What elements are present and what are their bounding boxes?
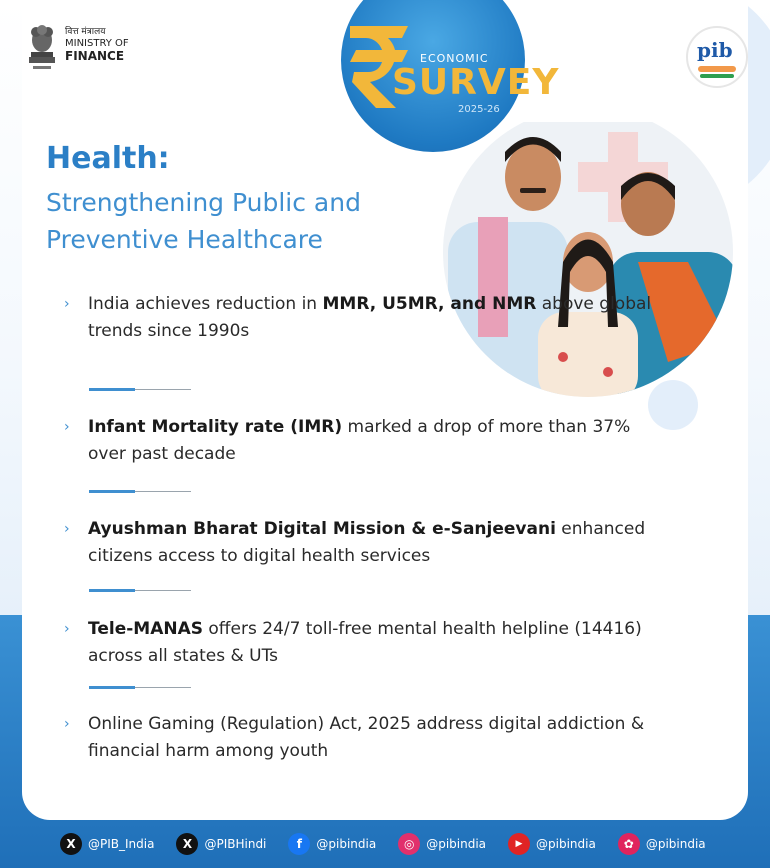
page-subtitle: Strengthening Public and Preventive Healthcare — [46, 188, 361, 254]
chevron-right-icon: › — [64, 296, 70, 312]
badge-survey: SURVEY — [392, 62, 560, 103]
instagram-icon: ◎ — [398, 833, 420, 855]
ministry-logo — [25, 22, 129, 74]
list-item: › Tele-MANAS offers 24/7 toll-free mental health helpline (14416) across all states & UTs — [70, 616, 670, 670]
social-footer — [60, 832, 740, 856]
list-item: › Infant Mortality rate (IMR) marked a drop of more than 37% over past decade — [70, 414, 670, 468]
divider — [89, 686, 191, 689]
koo-icon: ✿ — [618, 833, 640, 855]
family-photo — [438, 122, 738, 402]
list-item: › Online Gaming (Regulation) Act, 2025 address digital addiction & financial harm among youth — [70, 711, 670, 765]
chevron-right-icon: › — [64, 621, 70, 637]
pib-logo — [686, 26, 748, 88]
badge-economic: ECONOMIC — [420, 52, 489, 65]
divider — [89, 589, 191, 592]
badge-year: 2025-26 — [458, 104, 500, 115]
x-icon: X — [60, 833, 82, 855]
ministry-line2: FINANCE — [65, 49, 125, 63]
national-emblem-icon — [25, 22, 59, 74]
youtube-icon: ▶ — [508, 833, 530, 855]
chevron-right-icon: › — [64, 419, 70, 435]
divider — [89, 388, 191, 391]
pib-logo-text: pib — [697, 38, 733, 62]
chevron-right-icon: › — [64, 521, 70, 537]
list-item: › Ayushman Bharat Digital Mission & e-Sanjeevani enhanced citizens access to digital health services — [70, 516, 670, 570]
divider — [89, 490, 191, 493]
page-title: Health: — [46, 141, 170, 176]
social-link-x-pib-hindi[interactable]: X @PIBHindi — [176, 833, 266, 855]
x-icon: X — [176, 833, 198, 855]
social-link-youtube[interactable]: ▶ @pibindia — [508, 833, 596, 855]
social-link-facebook[interactable]: f @pibindia — [288, 833, 376, 855]
ministry-line1: MINISTRY OF — [65, 38, 129, 49]
social-link-x-pib-india[interactable]: X @PIB_India — [60, 833, 154, 855]
facebook-icon: f — [288, 833, 310, 855]
social-link-koo[interactable]: ✿ @pibindia — [618, 833, 706, 855]
chevron-right-icon: › — [64, 716, 70, 732]
social-link-instagram[interactable]: ◎ @pibindia — [398, 833, 486, 855]
ministry-hindi: वित्त मंत्रालय — [65, 27, 106, 37]
list-item: › India achieves reduction in MMR, U5MR, and NMR above global trends since 1990s — [70, 291, 670, 345]
